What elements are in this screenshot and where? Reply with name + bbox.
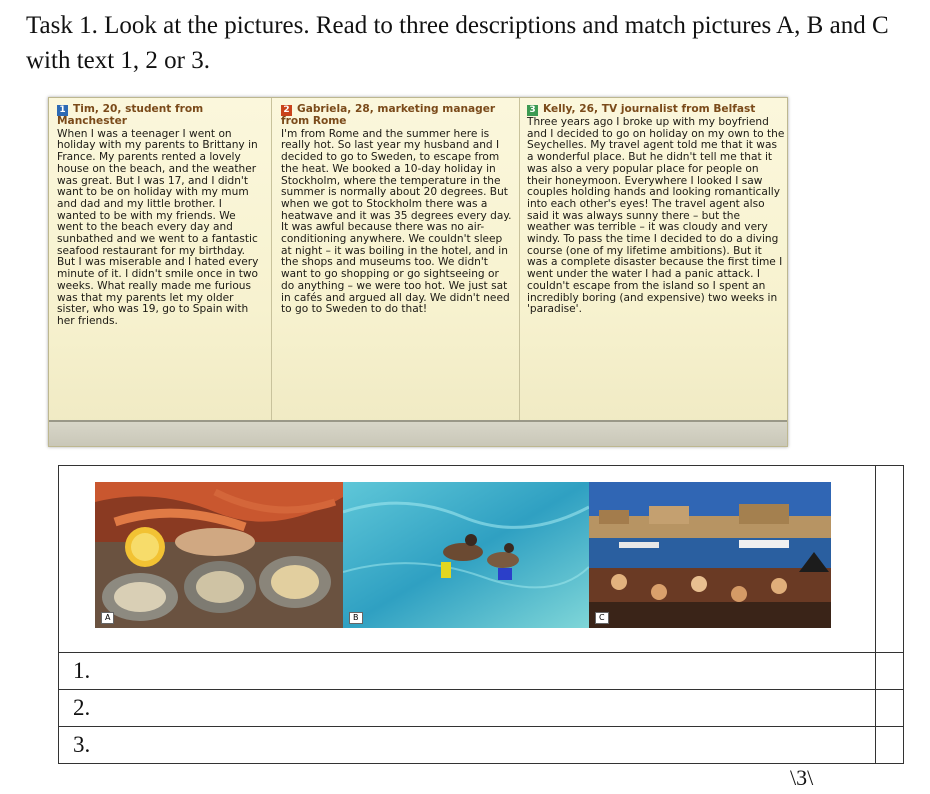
answer-row-2[interactable]: 2. <box>59 690 876 727</box>
text-3-body: Three years ago I broke up with my boyfriend and I decided to go on holiday on my own to the Seychelles. My travel agent told me that it was a wonderful place. But he didn't tell me that it was also a very popular place for people on their honeymoon. Everywhere I looked I saw couples holding hands and looking romantically into each other's eyes! The travel agent also said it was always sunny there – but the weather was terrible – it was cloudy and very windy. To pass the time I decided to do a diving course (one of my lifetime ambitions). But it was a complete disaster because the first time I went under the water I had a panic attack. I couldn't escape from the island so I spent an incredibly boring (and expensive) two weeks in 'paradise'. <box>527 116 785 316</box>
task-instruction: Task 1. Look at the pictures. Read to three descriptions and match pictures A, B and C with text 1, 2 or 3. <box>26 12 889 74</box>
page-number: \3\ <box>790 765 814 790</box>
picture-label-c: C <box>595 612 609 624</box>
snorkelling-divers-photo <box>343 482 589 628</box>
seafood-platter-photo <box>95 482 343 628</box>
stockholm-harbour-cafe-photo <box>589 482 831 628</box>
text-1-body: When I was a teenager I went on holiday with my parents to Brittany in France. My parents rented a lovely house on the beach, and the weather was great. But I was 17, and I didn't want to be on holiday with my mum and dad and my little brother. I wanted to be with my friends. We went to the beach every day and sunbathed and we went to a fantastic seafood restaurant for my birthday. But I was miserable and I hated every minute of it. I didn't smile once in two weeks. What really made me furious was that my parents let my older sister, who was 19, go to Spain with her friends. <box>57 127 259 327</box>
text-1 <box>57 104 259 328</box>
picture-label-b: B <box>349 612 363 624</box>
pictures-strip <box>59 466 875 652</box>
text-2 <box>281 104 513 316</box>
picture-label-a: A <box>101 612 114 624</box>
answer-row-3[interactable]: 3. <box>59 727 876 764</box>
number-badge-1: 1 <box>57 105 68 116</box>
text-3 <box>527 104 785 316</box>
text-3-heading: Kelly, 26, TV journalist from Belfast <box>543 103 756 115</box>
number-badge-3: 3 <box>527 105 538 116</box>
number-badge-2: 2 <box>281 105 292 116</box>
text-2-heading: Gabriela, 28, marketing manager from Rome <box>281 103 496 127</box>
text-1-heading: Tim, 20, student from Manchester <box>57 103 204 127</box>
text-2-body: I'm from Rome and the summer here is really hot. So last year my husband and I decided to go to Sweden, to escape from the heat. We booked a 10-day holiday in Stockholm, where the temperature in the summer is normally about 20 degrees. But when we got to Stockholm there was a heatwave and it was 35 degrees every day. It was awful because there was no air-conditioning anywhere. We couldn't sleep at night – it was boiling in the hotel, and in the shops and museums too. We didn't want to go shopping or go sightseeing or do anything – we were too hot. We just sat in cafés and argued all day. We didn't need to go to Sweden to do that! <box>281 127 512 316</box>
answer-table <box>58 465 904 764</box>
textbook-scan <box>48 97 788 447</box>
answer-row-1[interactable]: 1. <box>59 653 876 690</box>
